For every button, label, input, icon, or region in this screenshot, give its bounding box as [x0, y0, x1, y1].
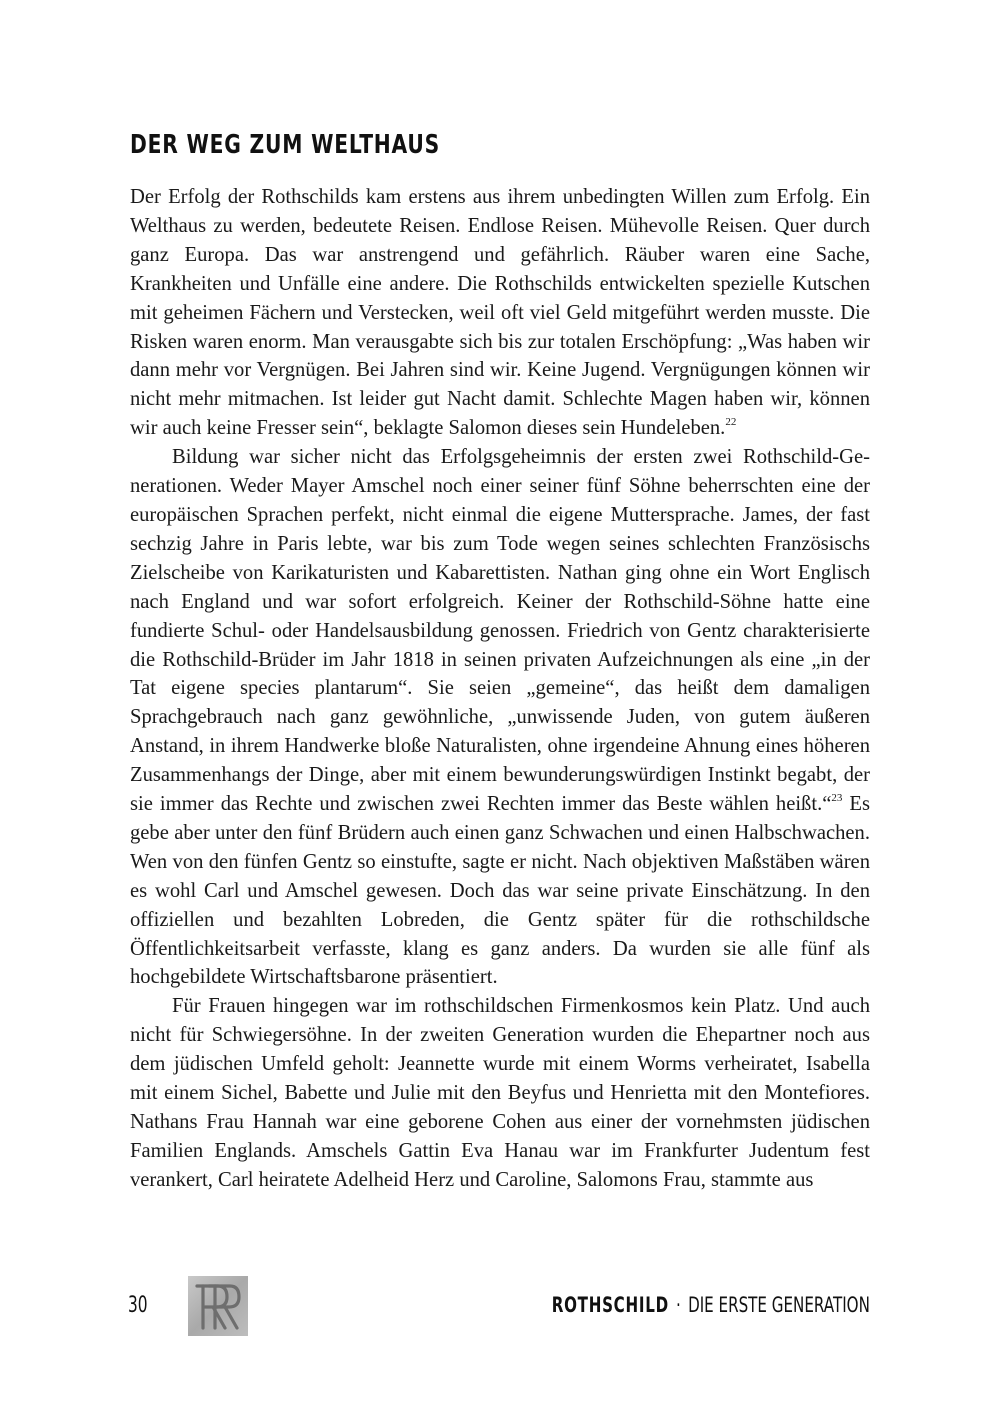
paragraph-2-text-a: Bildung war sicher nicht das Erfolgsgeheimnis der ersten zwei Rothschild-Generationen. Weder Mayer Amschel noch einer seiner fünf Söhne beherrschten eine der europäischen Sprachen perfekt, nicht einmal die eigene Muttersprache. James, der fast sechzig Jahre in Paris lebte, war bis zum Tode wegen seines schlechten Französischs Zielscheibe von Karikaturisten und Kabarettisten. Nathan ging ohne ein Wort Englisch nach England und war sofort erfolgreich. Keiner der Rothschild-Söhne hatte eine fundierte Schul- oder Handelsausbildung genossen. Friedrich von Gentz charakterisierte die Rothschild-Brüder im Jahr 1818 in seinen privaten Aufzeichnungen als eine „in der Tat eigene species plantarum“. Sie seien „gemeine“, das heißt dem damaligen Sprachgebrauch nach ganz gewöhnliche, „unwissende Juden, von gutem äußeren Anstand, in ihrem Handwerke bloße Naturalisten, ohne irgendeine Ahnung eines höheren Zusammenhangs der Dinge, aber mit einem bewunderungswürdigen Instinkt begabt, der sie immer das Rechte und zwischen zwei Rechten immer das Beste wählen heißt.“	[130, 446, 870, 816]
running-title-bold: ROTHSCHILD	[551, 1293, 669, 1317]
running-title-rest: DIE ERSTE GENERATION	[688, 1293, 870, 1317]
footnote-ref-22: 22	[725, 416, 737, 429]
paragraph-1	[130, 183, 870, 443]
page-number: 30	[128, 1293, 148, 1318]
paragraph-2	[130, 443, 870, 992]
paragraph-3	[130, 992, 870, 1194]
running-title-separator: ·	[676, 1293, 681, 1317]
paragraph-1-text: Der Erfolg der Rothschilds kam erstens aus ihrem unbedingten Willen zum Erfolg. Ein Welthaus zu werden, bedeutete Reisen. Endlose Reisen. Mühevolle Reisen. Quer durch ganz Europa. Das war anstrengend und gefährlich. Räuber waren eine Sache, Krankheiten und Unfälle eine andere. Die Rothschilds entwickelten spezielle Kutschen mit geheimen Fächern und Verstecken, weil oft viel Geld mitgeführt werden musste. Die Risken waren enorm. Man verausgabte sich bis zur totalen Erschöpfung: „Was haben wir dann mehr vor Vergnügen. Bei Jahren sind wir. Keine Jugend. Vergnügungen können wir nicht mehr mitmachen. Ist leider gut Nacht damit. Schlechte Magen haben wir, können wir auch keine Fresser sein“, beklagte Salomon dieses sein Hundeleben.	[130, 186, 870, 440]
body-text	[130, 183, 870, 1195]
running-title	[552, 1293, 870, 1317]
footnote-ref-23: 23	[831, 792, 843, 805]
paragraph-3-text: Für Frauen hingegen war im rothschildschen Firmenkosmos kein Platz. Und auch nicht für Schwiegersöhne. In der zweiten Generation wurden die Ehepartner noch aus dem jüdischen Umfeld geholt: Jeannette wurde mit einem Worms verheiratet, Isabella mit einem Sichel, Babette und Julie mit den Beyfus und Henrietta mit den Montefiores. Nathans Frau Hannah war eine geborene Cohen aus einer der vornehmsten jüdischen Familien Englands. Amschels Gattin Eva Hanau war im Frankfurter Judentum fest verankert, Carl heiratete Adelheid Herz und Caroline, Salomons Frau, stammte aus	[130, 995, 870, 1191]
section-heading: DER WEG ZUM WELTHAUS	[130, 130, 441, 160]
rr-monogram-logo	[188, 1276, 248, 1336]
paragraph-2-text-b: Es gebe aber unter den fünf Brüdern auch einen ganz Schwachen und einen Halbschwachen. Wen von den fünfen Gentz so einstufte, sagte er nicht. Nach objektiven Maßstäben wären es wohl Carl und Amschel gewesen. Doch das war seine private Einschätzung. In den offiziellen und bezahlten Lobreden, die Gentz später für die rothschildsche Öffentlichkeitsarbeit verfasste, klang es ganz anders. Da wurden sie alle fünf als hochgebildete Wirtschaftsbarone präsentiert.	[130, 793, 870, 989]
